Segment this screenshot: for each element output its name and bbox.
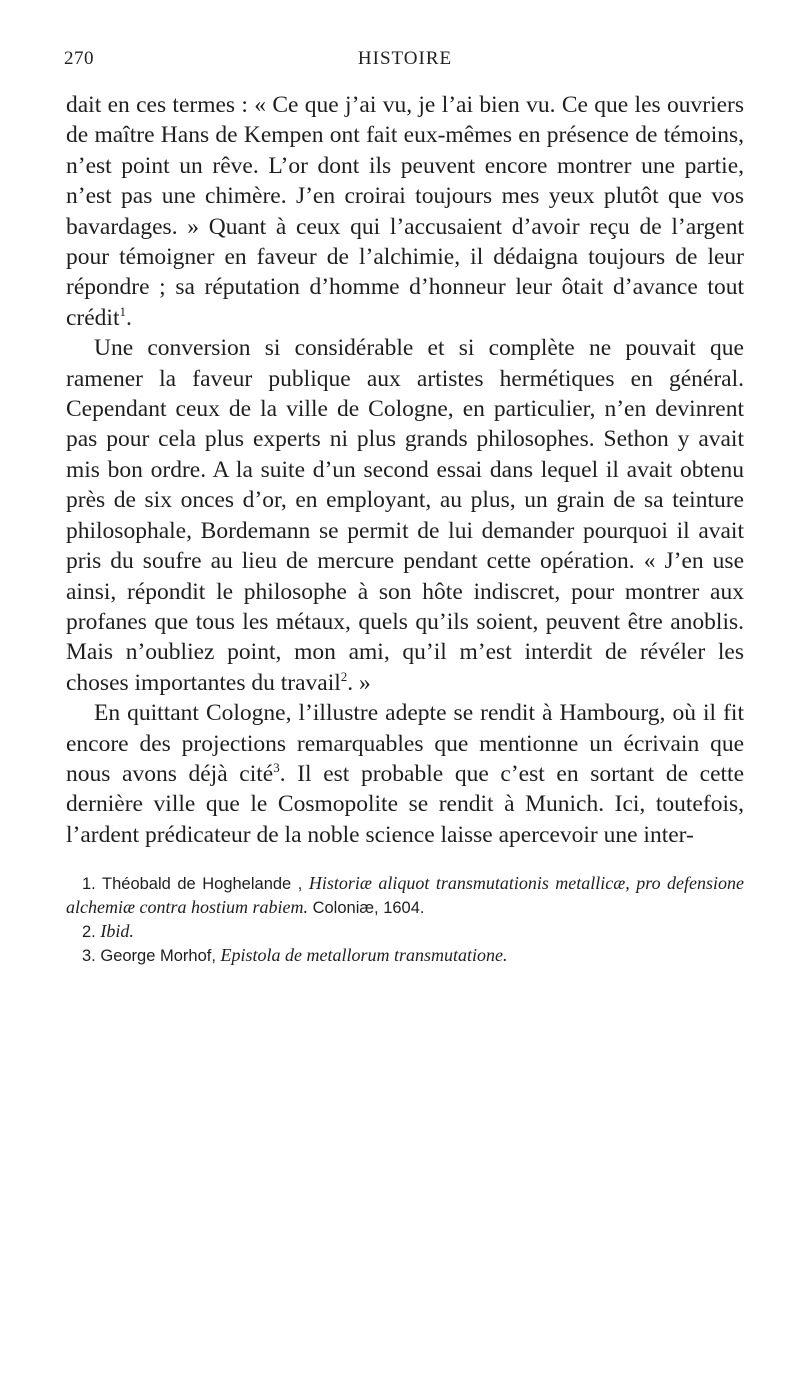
footnote-publication: Coloniæ, 1604.: [312, 899, 425, 918]
running-header: [66, 48, 744, 84]
body-text: [66, 90, 744, 850]
footnote-ref-2: 2: [340, 668, 348, 684]
paragraph-text: Une conversion si considérable et si complète ne pouvait que ramener la faveur publique aux artistes hermétiques en général. Cependant ceux de la ville de Cologne, en particulier, n’en devinrent pas pour cela plus experts ni plus grands philosophes. Sethon y avait mis bon ordre. A la suite d’un second essai dans lequel il avait obtenu près de six onces d’or, en employant, au plus, un grain de sa teinture philosophale, Bordemann se permit de lui demander pourquoi il avait pris du soufre au lieu de mercure pendant cette opération. « J’en use ainsi, répondit le philosophe à son hôte indiscret, pour montrer aux profanes que tous les métaux, quels qu’ils soient, peuvent être anoblis. Mais n’oubliez point, mon ami, qu’il m’est interdit de révéler les choses importantes du travail: [66, 335, 744, 696]
footnote-ref-1: 1: [119, 304, 126, 320]
footnotes: [66, 872, 744, 968]
footnote-ref-3: 3: [273, 760, 280, 776]
footnote-number: 2.: [82, 923, 96, 942]
footnote-3: [66, 944, 744, 968]
paragraph-cologne: [66, 698, 744, 850]
paragraph-text: En quittant Cologne, l’illustre adepte se rendit à Hambourg, où il fit encore des projections remarquables que mentionne un écrivain que nous avons déjà cité: [66, 700, 744, 787]
book-page: [66, 48, 744, 968]
footnote-2: [66, 920, 744, 944]
footnote-title: Epistola de metallorum transmutatione.: [220, 945, 508, 966]
footnote-title: Ibid.: [100, 921, 134, 942]
footnote-number: 3.: [82, 947, 96, 966]
footnote-1: [66, 872, 744, 920]
footnote-title: Historiæ aliquot transmutationis metallicæ, pro defensione alchemiæ contra hostium rabiem.: [66, 873, 744, 918]
paragraph-text: dait en ces termes : « Ce que j’ai vu, je l’ai bien vu. Ce que les ouvriers de maître Hans de Kempen ont fait eux-mêmes en présence de témoins, n’est point un rêve. L’or dont ils peuvent encore montrer une partie, n’est pas une chimère. J’en croirai toujours mes yeux plutôt que vos bavardages. » Quant à ceux qui l’accusaient d’avoir reçu de l’argent pour témoigner en faveur de l’alchimie, il dédaigna toujours de leur répondre ; sa réputation d’homme d’honneur leur ôtait d’avance tout crédit: [66, 92, 744, 331]
paragraph-tail: . »: [347, 669, 371, 696]
footnote-author: Théobald de Hoghelande ,: [102, 875, 303, 894]
paragraph-tail: .: [126, 304, 132, 331]
running-title: HISTOIRE: [357, 48, 453, 69]
footnote-number: 1.: [82, 875, 96, 894]
paragraph-continuation: [66, 90, 744, 333]
page-number: 270: [64, 48, 94, 69]
paragraph-tail: . Il est probable que c’est en sortant de cette dernière ville que le Cosmopolite se rendit à Munich. Ici, toutefois, l’ardent prédicateur de la noble science laisse apercevoir une inter-: [66, 760, 745, 848]
paragraph-conversion: [66, 333, 744, 698]
footnote-author: George Morhof,: [100, 947, 216, 966]
